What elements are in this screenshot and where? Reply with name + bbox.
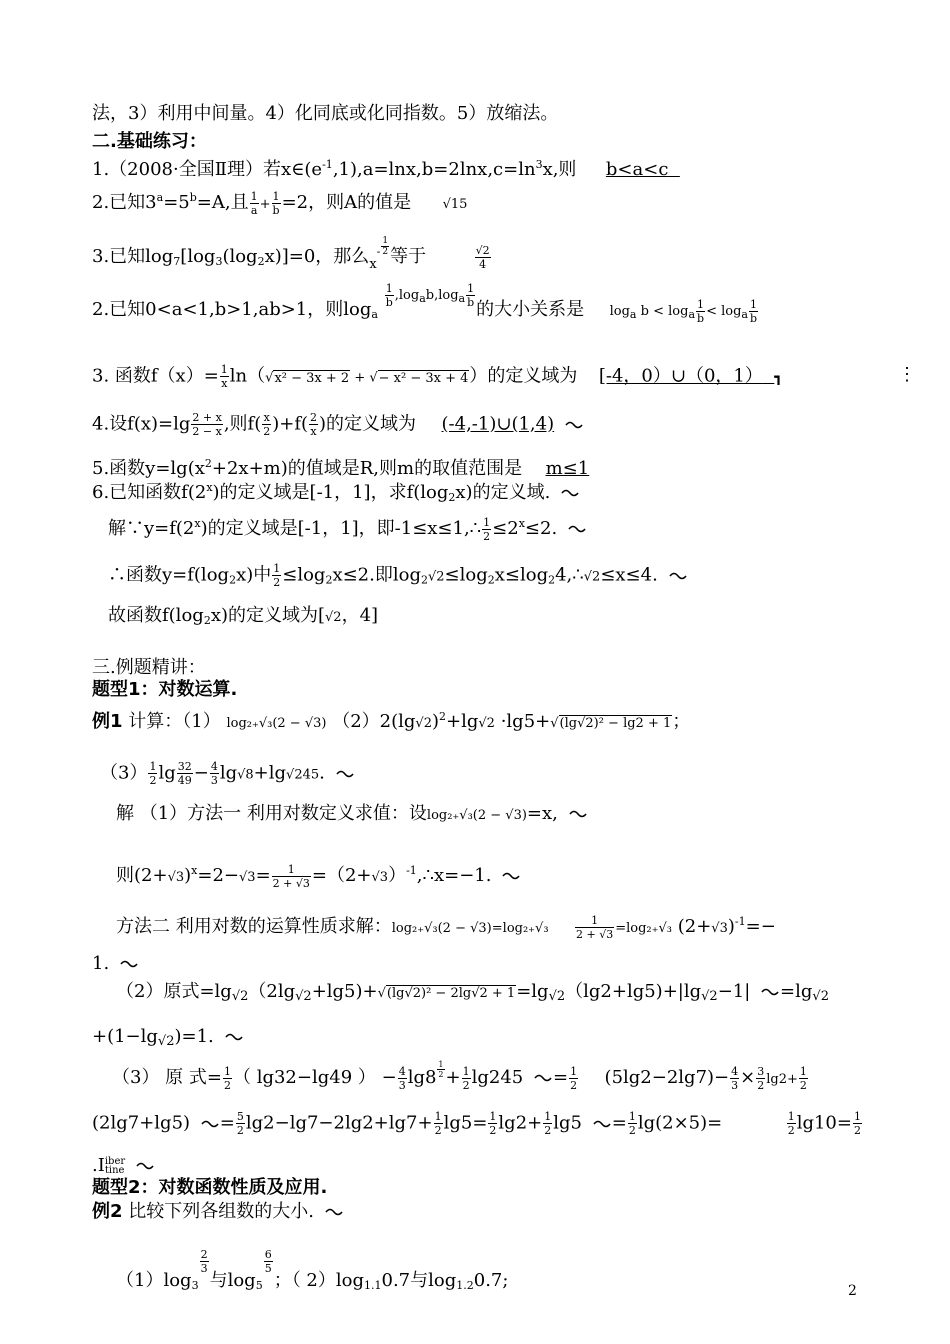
link-mark-icon [568, 809, 588, 819]
solution-1-method2: 方法二 利用对数的运算性质求解：log₂₊√₃(2 − √3)=log₂₊√₃ $\frac{1}{2 + √3}$ =log₂₊√₃ $(2+√3)^{-1}=-$ [116, 913, 776, 941]
example-2-items: $(1)\log_3$ $\frac{2}{3}$ 与$\log_5$ $\frac{6}{5}$ ；（ $2)\log_{1.1}0.7$与$\log_{1.2}0.7$; [116, 1248, 509, 1292]
solution-1-method1: 解 （1）方法一 利用对数定义求值：设log₂₊√₃(2 − √3)=x, [116, 802, 588, 828]
problem-5: 5.函数$y=\lg(x^2+2x+m)$的值域是R,则m的取值范围是 m≤1 [92, 457, 590, 479]
ellipsis-marker: ⋮ [898, 364, 916, 385]
solution-1-part3: （3） 原 式= $\frac{1}{2}$ （ lg32−lg49 ） − $\frac{4}{3}$ lg8 $\frac{1}{2}$ + $\frac{1}{2}$ lg245 = $\frac{1}{2}$ (5lg2−2lg7)− $\frac{4}{3}$ × $\frac{3}{2}$ lg2+ $\frac{1}{2}$ [112, 1060, 807, 1092]
link-mark-icon [135, 1161, 155, 1171]
answer-5: m≤1 [545, 458, 590, 479]
link-mark-icon [224, 1032, 244, 1042]
problem-2b: 2.已知0<a<1,b>1,ab>1，则$\log_a$ $^{\frac{1}{b} ,log_ab,log_a \frac{1}{b}}$ 的大小关系是 $\log_a b < \log_a$ $\frac{1}{b}$ < $\log_a$ $\frac{1}{b}$ [92, 282, 758, 325]
solution-1-part3-line2: (2lg7+lg5) = $\frac{5}{2}$ lg2−lg7−2lg2+lg7+ $\frac{1}{2}$ lg5= $\frac{1}{2}$ lg2+ $\frac{1}{2}$ lg5 = $\frac{1}{2}$ lg(2×5)= $\frac{1}{2}$ lg10= $\frac{1}{2}$ [92, 1110, 861, 1137]
link-mark-icon [668, 571, 688, 581]
answer-3b: [-4，0）∪（0，1） [598, 365, 763, 387]
problem-2: 2.已知$3^a=5^b=A$,且 $\frac{1}{a}$ + $\frac{1}{b}$ =2，则A的值是 √15 [92, 189, 468, 217]
problem-3b: 3. 函数f（x）= $\frac{1}{x}$ ln（√x² − 3x + 2 + √− x² − 3x + 4）的定义域为 [-4，0）∪（0，1） ┓ [92, 363, 783, 390]
problem-6: 6.已知函数f(2$^x$)的定义域是[-1，1]，求$f(\log_2x)$的定义域. [92, 476, 580, 510]
link-mark-icon [592, 1119, 612, 1129]
link-mark-icon [560, 488, 580, 498]
problem-3: 3.已知$\log_7[\log_3(\log_2x)]=0$，那么$_x$- $\frac{1}{2}$ 等于 $\frac{√2}{4}$ [92, 236, 490, 272]
solution-6-line2: ∴函数$y=f(\log_2x)$中 $\frac{1}{2}$ $\le\log_2x\le 2$.即$\log_2√2\le\log_2x\le\log_24,\therefore√2\le x\le 4$. [108, 562, 688, 593]
example-1-part3: （3） $\frac{1}{2}$ lg $\frac{32}{49}$ − $\frac{4}{3}$ lg√8+lg√245. [100, 760, 355, 788]
link-mark-icon [501, 871, 521, 881]
solution-1-method1-line2: 则$(2+√3)^x=2-√3=$ $\frac{1}{2 + √3}$ $=(2+√3)^{-1},\therefore x=-1$. [116, 859, 521, 890]
link-mark-icon [760, 987, 780, 997]
answer-2b: $\log_a b < \log_a$ $\frac{1}{b}$ < $\log_a$ $\frac{1}{b}$ [609, 298, 758, 325]
solution-1-method2-end: 1. [92, 952, 139, 976]
answer-2: √15 [442, 197, 468, 212]
link-mark-icon [567, 524, 587, 534]
example-1: 例1 计算：（1） log₂₊√₃(2 − √3) $(2)2(\lg√2)^2+\lg√2 \cdot\lg 5+√(\lg√2)^2 - \lg 2 + 1$； [92, 710, 691, 732]
solution-6-line1: 解$\because y=f(2^x)$的定义域是[-1，1]，即-1≤x≤1,∴ $\frac{1}{2}$ $\le 2^x\le 2$. [108, 512, 587, 543]
topic-1-heading: 题型1：对数运算. [92, 679, 238, 700]
solution-1-part2-end: $+(1-\lg_{√2})=1$. [92, 1025, 244, 1054]
solution-1-part2: （2）原式$=\lg_{√2}(2\lg_{√2}+\lg 5)+√(\lg√2)^2 - 2\lg√2 + 1=\lg_{√2}(\lg 2+\lg 5)+|\lg_{√2}-1| =\lg_{√2}$ [116, 981, 829, 1004]
problem-4: 4.设f(x)=lg $\frac{2 + x}{2 - x}$ ,则f( $\frac{x}{2}$ )+f( $\frac{2}{x}$ )的定义域为 (-4,-1)∪(1,4) [92, 411, 584, 438]
link-mark-icon [564, 420, 584, 430]
answer-3: $\frac{√2}{4}$ [475, 243, 490, 271]
topic-2-heading: 题型2：对数函数性质及应用. [92, 1177, 328, 1198]
link-mark-icon [533, 1073, 553, 1083]
section-heading-examples: 三.例题精讲： [92, 657, 206, 678]
page-number: 2 [848, 1283, 857, 1299]
example-2: 例2 比较下列各组数的大小. [92, 1200, 344, 1224]
line-methods: 法，3）利用中间量。4）化同底或化同指数。5）放缩法。 [92, 103, 559, 124]
answer-4: (-4,-1)∪(1,4) [441, 413, 555, 435]
link-mark-icon [324, 1207, 344, 1217]
link-mark-icon [335, 769, 355, 779]
answer-1: b<a<c [605, 159, 669, 180]
link-mark-icon [119, 959, 139, 969]
section-heading-basic-practice: 二.基础练习： [92, 131, 207, 152]
link-mark-icon [200, 1119, 220, 1129]
solution-6-line3: 故函数$f(\log_2x)$的定义域为[√2，4] [108, 605, 379, 627]
artifact-line: .I iber tine [92, 1154, 155, 1178]
problem-1: 1.（2008·全国Ⅱ理）若$x\in(e^{-1},1),a=\ln x,b=2\ln x,c=\ln^3x$,则 b<a<c [92, 158, 669, 180]
